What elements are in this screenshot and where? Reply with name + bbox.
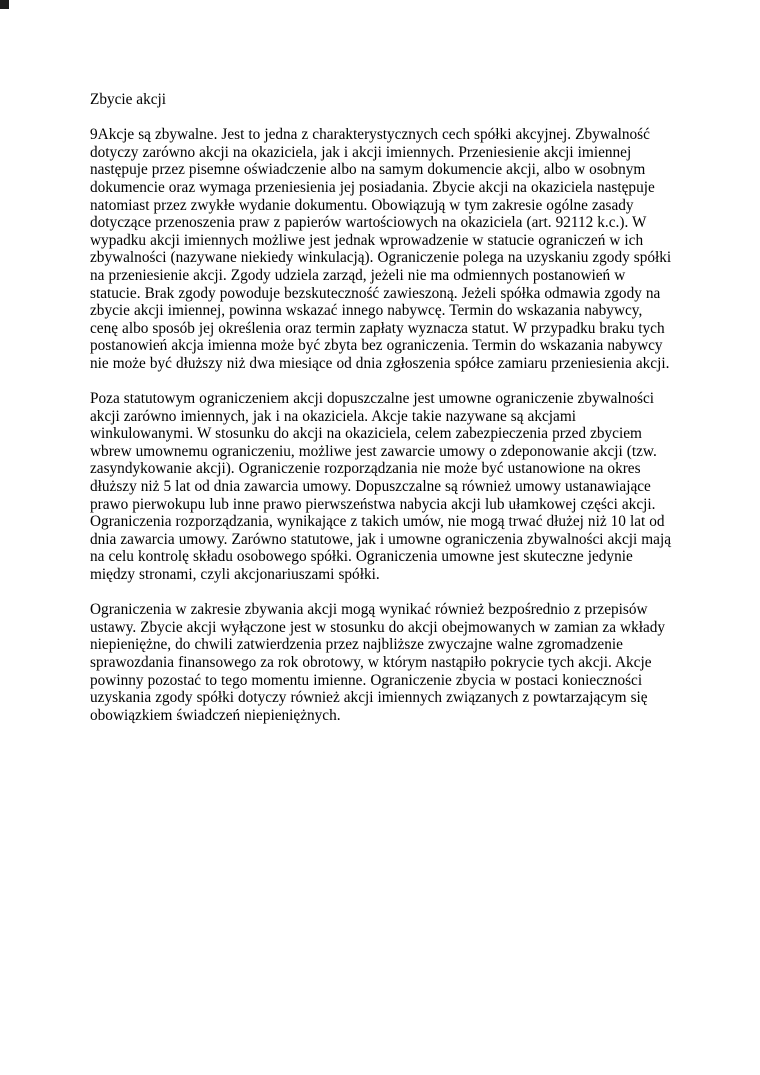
document-page bbox=[90, 91, 674, 724]
corner-mark bbox=[0, 0, 9, 9]
document-title: Zbycie akcji bbox=[90, 91, 167, 108]
paragraph-contractual-restrictions: Poza statutowym ograniczeniem akcji dopuszczalne jest umowne ograniczenie zbywalności akcji zarówno imiennych, jak i na okaziciela. Akcje takie nazywane są akcjami winkulowanymi. W stosunku do akcji na okaziciela, celem zabezpieczenia przed zbyciem wbrew umownemu ograniczeniu, możliwe jest zawarcie umowy o zdeponowanie akcji (tzw. zasyndykowanie akcji). Ograniczenie rozporządzania nie może być ustanowione na okres dłuższy niż 5 lat od dnia zawarcia umowy. Dopuszczalne są również umowy ustanawiające prawo pierwokupu lub inne prawo pierwszeństwa nabycia akcji lub ułamkowej części akcji. Ograniczenia rozporządzania, wynikające z takich umów, nie mogą trwać dłużej niż 10 lat od dnia zawarcia umowy. Zarówno statutowe, jak i umowne ograniczenia zbywalności akcji mają na celu kontrolę składu osobowego spółki. Ograniczenia umowne jest skuteczne jedynie między stronami, czyli akcjonariuszami spółki. bbox=[90, 390, 672, 584]
paragraph-share-transferability: 9Akcje są zbywalne. Jest to jedna z charakterystycznych cech spółki akcyjnej. Zbywalność dotyczy zarówno akcji na okaziciela, jak i akcji imiennych. Przeniesienie akcji imiennej następuje przez pisemne oświadczenie albo na samym dokumencie akcji, albo w osobnym dokumencie oraz wymaga przeniesienia jej posiadania. Zbycie akcji na okaziciela następuje natomiast przez zwykłe wydanie dokumentu. Obowiązują w tym zakresie ogólne zasady dotyczące przenoszenia praw z papierów wartościowych na okaziciela (art. 92112 k.c.). W wypadku akcji imiennych możliwe jest jednak wprowadzenie w statucie ograniczeń w ich zbywalności (nazywane niekiedy winkulacją). Ograniczenie polega na uzyskaniu zgody spółki na przeniesienie akcji. Zgody udziela zarząd, jeżeli nie ma odmiennych postanowień w statucie. Brak zgody powoduje bezskuteczność zawieszoną. Jeżeli spółka odmawia zgody na zbycie akcji imiennej, powinna wskazać innego nabywcę. Termin do wskazania nabywcy, cenę albo sposób jej określenia oraz termin zapłaty wyznacza statut. W przypadku braku tych postanowień akcja imienna może być zbyta bez ograniczenia. Termin do wskazania nabywcy nie może być dłuższy niż dwa miesiące od dnia zgłoszenia spółce zamiaru przeniesienia akcji. bbox=[90, 126, 672, 372]
paragraph-statutory-restrictions: Ograniczenia w zakresie zbywania akcji mogą wynikać również bezpośrednio z przepisów ustawy. Zbycie akcji wyłączone jest w stosunku do akcji obejmowanych w zamian za wkłady niepieniężne, do chwili zatwierdzenia przez najbliższe zwyczajne walne zgromadzenie sprawozdania finansowego za rok obrotowy, w którym nastąpiło pokrycie tych akcji. Akcje powinny pozostać to tego momentu imienne. Ograniczenie zbycia w postaci konieczności uzyskania zgody spółki dotyczy również akcji imiennych związanych z powtarzającym się obowiązkiem świadczeń niepieniężnych. bbox=[90, 601, 666, 724]
